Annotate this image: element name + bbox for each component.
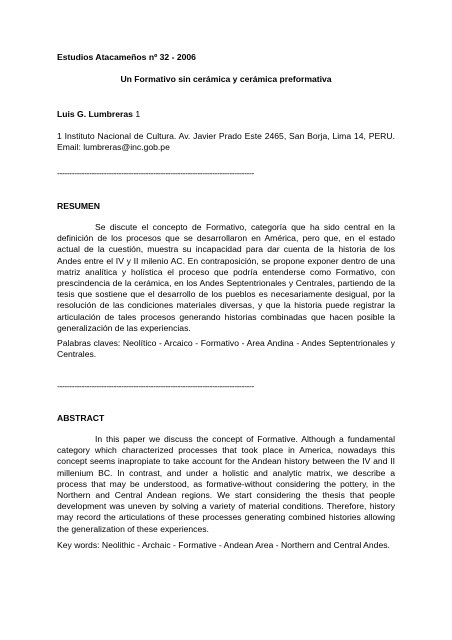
resumen-heading: RESUMEN: [57, 201, 100, 211]
abstract-body: In this paper we discuss the concept of Formative. Although a fundamental category which characterized processes that took place in America, nowadays this concept seems inapropiate to take account for the Andean history between the IV and II millenium BC. In contrast, and under a holistic and analytic matrix, we describe a process that may be understood, as formative-without considering the pottery, in the Northern and Central Andean regions. We start considering the thesis that people development was uneven by solving a variety of material conditions. Therefore, history may record the articulations of these processes generating combined histories allowing the generalization of these experiences.: [57, 434, 395, 534]
resumen-keywords: Palabras claves: Neolítico - Arcaico - Formativo - Area Andina - Andes Septentrionales y Centrales.: [57, 338, 395, 360]
article-title: Un Formativo sin cerámica y cerámica preformativa: [120, 74, 332, 84]
resumen-body: Se discute el concepto de Formativo, categoría que ha sido central en la definición de los procesos que se desarrollaron en América, pero que, en el estado actual de la cuestión, muestra su incapacidad para dar cuenta de la historia de los Andes entre el IV y II milenio AC. En contraposición, se propone exponer dentro de una matriz analítica y holística el proceso que podría entenderse como Formativo, con prescindencia de la cerámica, en los Andes Septentrionales y Centrales, partiendo de la tesis que sostiene que el desarrollo de los pueblos es necesariamente desigual, por la resolución de las condiciones materiales diversas, y que la historia puede registrar la articulación de tales procesos generando historias combinadas que hacen posible la generalización de las experiencias.: [57, 222, 395, 333]
author-footnote-ref: 1: [135, 109, 141, 119]
separator-line: --------------------------------------------------------------------------------: [57, 381, 254, 391]
author-line: [57, 109, 395, 120]
journal-reference: Estudios Atacameños nº 32 - 2006: [57, 52, 196, 62]
author-name: Luis G. Lumbreras: [57, 109, 133, 119]
affiliation: 1 Instituto Nacional de Cultura. Av. Javier Prado Este 2465, San Borja, Lima 14, PERU. Email: lumbreras@inc.gob.pe: [57, 131, 395, 153]
abstract-keywords: Key words: Neolithic - Archaic - Formative - Andean Area - Northern and Central Andes.: [57, 540, 390, 550]
abstract-heading: ABSTRACT: [57, 413, 105, 423]
separator-line: --------------------------------------------------------------------------------: [57, 168, 254, 178]
